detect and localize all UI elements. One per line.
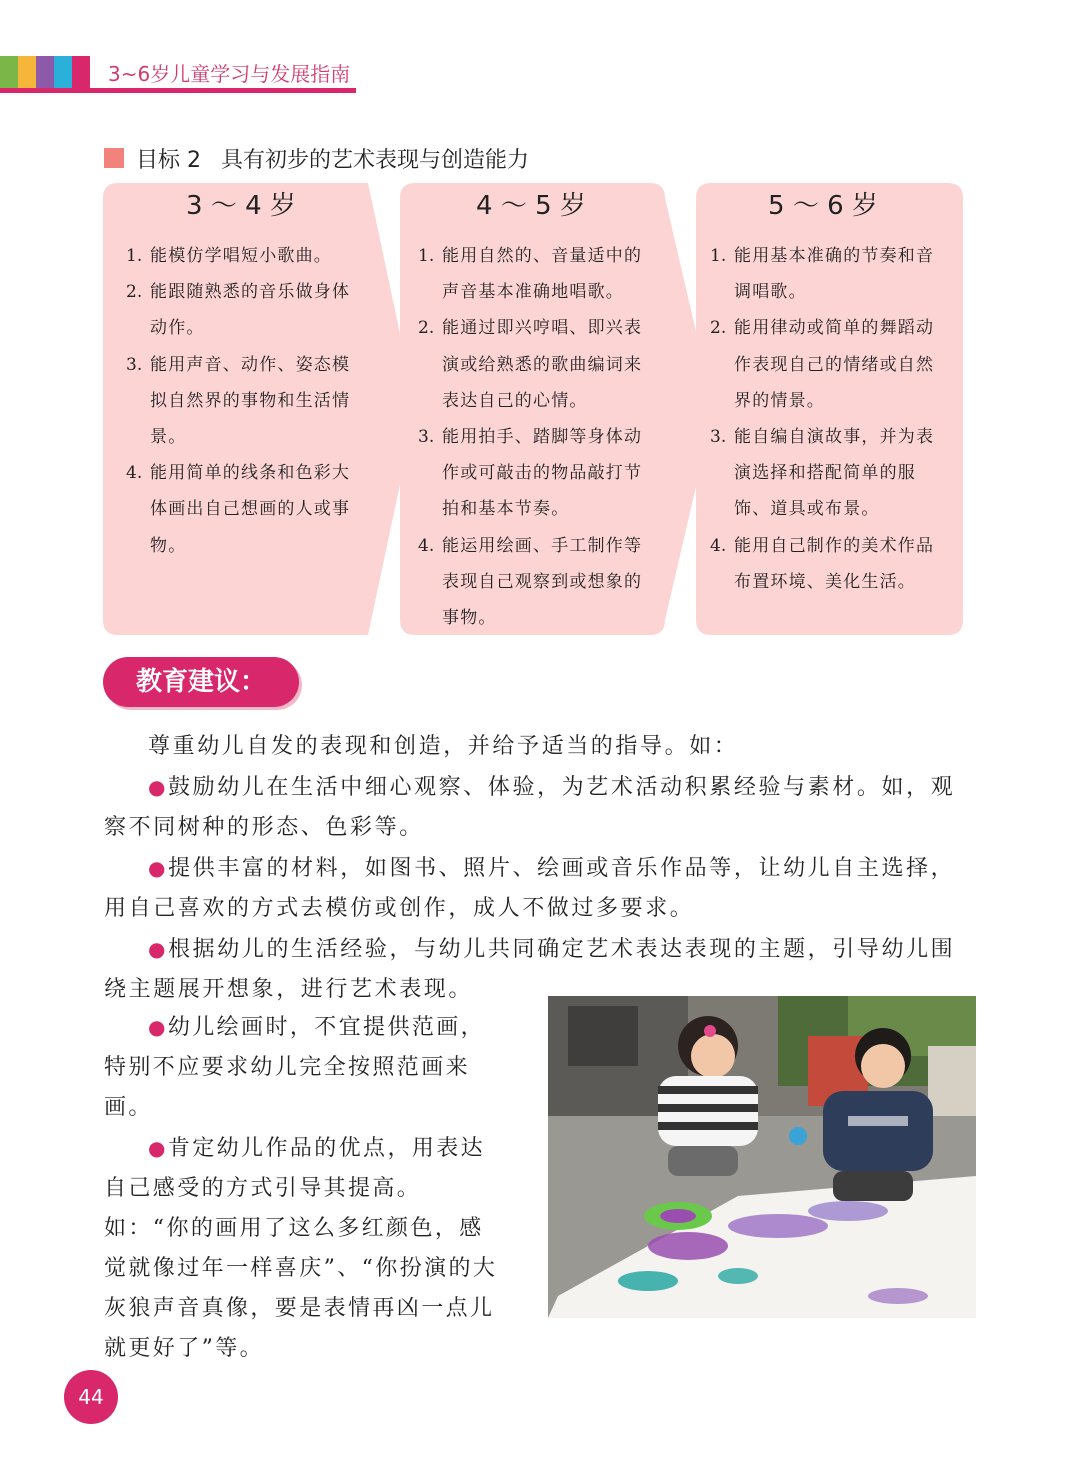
list-item — [710, 310, 936, 419]
item-text: 能用基本准确的节奏和音调唱歌。 — [734, 246, 935, 303]
bullet-paragraph — [104, 848, 976, 929]
item-number: 2. — [126, 282, 143, 303]
bullet-dot-icon: ● — [148, 1015, 168, 1039]
item-text: 能运用绘画、手工制作等表现自己观察到或想象的事物。 — [442, 535, 643, 629]
item-number: 4. — [710, 535, 727, 556]
item-text: 能用自然的、音量适中的声音基本准确地唱歌。 — [442, 246, 643, 303]
panel-3-4 — [126, 184, 356, 564]
list-item — [126, 455, 356, 564]
bullet-dot-icon: ● — [148, 856, 169, 880]
panel-goal-list — [418, 238, 644, 636]
bullet-paragraph — [104, 1128, 508, 1369]
bullet-text: 幼儿绘画时，不宜提供范画，特别不应要求幼儿完全按照范画来画。 — [104, 1015, 486, 1120]
item-number: 3. — [710, 427, 727, 448]
photo-illustration — [548, 996, 976, 1318]
panel-age-heading: 5 ～ 6 岁 — [768, 191, 878, 221]
bullet-paragraph — [104, 767, 976, 848]
list-item — [126, 238, 356, 274]
item-text: 能用简单的线条和色彩大体画出自己想画的人或事物。 — [150, 463, 351, 556]
item-number: 2. — [710, 318, 727, 339]
item-text: 能通过即兴哼唱、即兴表演或给熟悉的歌曲编词来表达自己的心情。 — [442, 318, 643, 411]
item-text: 能用律动或简单的舞蹈动作表现自己的情绪或自然界的情景。 — [734, 318, 935, 411]
age-panels — [0, 0, 1080, 650]
bullet-text: 提供丰富的材料，如图书、照片、绘画或音乐作品等，让幼儿自主选择，用自己喜欢的方式去模仿或创作，成人不做过多要求。 — [104, 856, 956, 921]
bullet-text: 根据幼儿的生活经验，与幼儿共同确定艺术表达表现的主题，引导幼儿围绕主题展开想象，进行艺术表现。 — [104, 937, 956, 1002]
bullet-text: 肯定幼儿作品的优点，用表达自己感受的方式引导其提高。如：“你的画用了这么多红颜色，感觉就像过年一样喜庆”、“你扮演的大灰狼声音真像，要是表情再凶一点儿就更好了”等。 — [104, 1136, 498, 1361]
item-number: 4. — [418, 535, 435, 556]
education-intro: 尊重幼儿自发的表现和创造，并给予适当的指导。如： — [148, 734, 739, 759]
item-text: 能跟随熟悉的音乐做身体动作。 — [150, 282, 351, 339]
goal-text: 具有初步的艺术表现与创造能力 — [221, 147, 530, 173]
panel-goal-list — [126, 238, 356, 564]
list-item — [418, 310, 644, 419]
list-item — [710, 419, 936, 528]
item-text: 能用声音、动作、姿态模拟自然界的事物和生活情景。 — [150, 354, 351, 448]
list-item — [418, 528, 644, 637]
list-item — [710, 238, 936, 310]
bullet-dot-icon: ● — [148, 937, 169, 961]
children-painting-photo — [548, 996, 976, 1318]
bullet-text: 鼓励幼儿在生活中细心观察、体验，为艺术活动积累经验与素材。如，观察不同树种的形态、色彩等。 — [104, 775, 956, 840]
item-text: 能自编自演故事，并为表演选择和搭配简单的服饰、道具或布景。 — [734, 427, 935, 520]
panel-5-6 — [710, 184, 936, 600]
item-number: 3. — [126, 354, 143, 375]
bullet-dot-icon: ● — [148, 1136, 168, 1160]
panel-goal-list — [710, 238, 936, 600]
panel-4-5 — [418, 184, 644, 636]
list-item — [126, 274, 356, 346]
goal-label: 目标 2 — [136, 147, 201, 173]
item-number: 2. — [418, 318, 435, 339]
list-item — [126, 347, 356, 456]
education-body — [104, 727, 976, 1010]
item-number: 3. — [418, 427, 435, 448]
list-item — [710, 528, 936, 600]
item-number: 1. — [418, 246, 435, 266]
education-suggestions-badge: 教育建议： — [103, 657, 299, 707]
page-number: 44 — [64, 1370, 118, 1424]
bullet-paragraph — [104, 1007, 508, 1128]
list-item — [418, 419, 644, 528]
item-text: 能用拍手、踏脚等身体动作或可敲击的物品敲打节拍和基本节奏。 — [442, 427, 643, 520]
item-text: 能用自己制作的美术作品布置环境、美化生活。 — [734, 535, 935, 592]
panel-age-heading: 4 ～ 5 岁 — [476, 191, 586, 221]
panel-age-heading: 3 ～ 4 岁 — [186, 191, 296, 221]
list-item — [418, 238, 644, 310]
item-number: 1. — [126, 246, 143, 266]
bullet-dot-icon: ● — [148, 775, 169, 799]
item-number: 1. — [710, 246, 727, 266]
item-number: 4. — [126, 463, 143, 484]
item-text: 能模仿学唱短小歌曲。 — [150, 246, 332, 266]
header-title: 3~6岁儿童学习与发展指南 — [108, 62, 351, 86]
education-body-narrow — [104, 1007, 508, 1369]
